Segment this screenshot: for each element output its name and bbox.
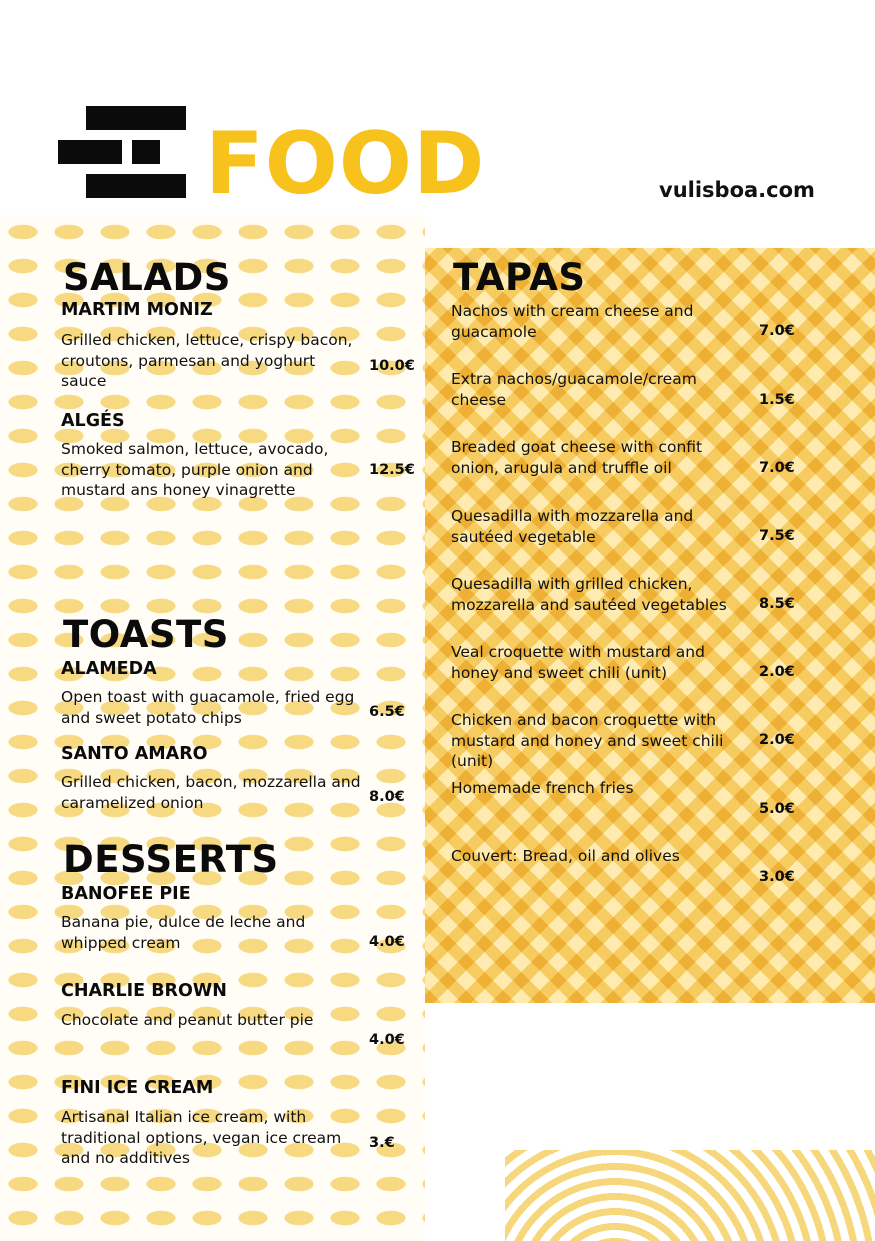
- menu-item-description: Banana pie, dulce de leche and whipped cream: [61, 913, 306, 952]
- menu-item-price: 7.0€: [759, 323, 795, 339]
- menu-item-price: 8.5€: [759, 596, 795, 612]
- menu-item-name: ALGÉS: [61, 411, 125, 431]
- menu-item-price: 4.0€: [369, 1032, 405, 1048]
- menu-item-description: Chocolate and peanut butter pie: [61, 1011, 314, 1029]
- wave-pattern-decoration: [505, 1150, 875, 1241]
- menu-item-description: Artisanal Italian ice cream, with traditional options, vegan ice cream and no additives: [61, 1108, 342, 1167]
- menu-item-description: Homemade french fries: [451, 779, 634, 797]
- section-title-toasts: TOASTS: [63, 613, 229, 656]
- menu-item-description: Breaded goat cheese with confit onion, arugula and truffle oil: [451, 438, 703, 477]
- menu-item-name: BANOFEE PIE: [61, 884, 191, 904]
- section-title-salads: SALADS: [63, 256, 231, 299]
- menu-item-description: Nachos with cream cheese and guacamole: [451, 302, 694, 341]
- menu-item-description: Grilled chicken, bacon, mozzarella and caramelized onion: [61, 773, 361, 812]
- menu-item-description: Chicken and bacon croquette with mustard and honey and sweet chili (unit): [451, 711, 724, 770]
- website-url: vulisboa.com: [659, 178, 815, 202]
- menu-item-price: 2.0€: [759, 664, 795, 680]
- menu-item-description: Extra nachos/guacamole/cream cheese: [451, 370, 697, 409]
- menu-item-price: 4.0€: [369, 934, 405, 950]
- menu-item-price: 7.0€: [759, 460, 795, 476]
- chevron-pattern-background: [425, 248, 875, 1003]
- section-title-desserts: DESSERTS: [63, 838, 279, 881]
- menu-item-description: Quesadilla with mozzarella and sautéed vegetable: [451, 507, 694, 546]
- menu-item-price: 6.5€: [369, 704, 405, 720]
- menu-item-price: 8.0€: [369, 789, 405, 805]
- menu-item-description: Veal croquette with mustard and honey and sweet chili (unit): [451, 643, 705, 682]
- menu-item-description: Grilled chicken, lettuce, crispy bacon, croutons, parmesan and yoghurt sauce: [61, 331, 353, 390]
- brick-wall-icon: [58, 106, 186, 198]
- menu-item-description: Quesadilla with grilled chicken, mozzarella and sautéed vegetables: [451, 575, 727, 614]
- menu-item-price: 1.5€: [759, 392, 795, 408]
- menu-item-name: FINI ICE CREAM: [61, 1078, 214, 1098]
- section-title-tapas: TAPAS: [453, 256, 586, 299]
- page-title: FOOD: [205, 114, 486, 214]
- menu-item-name: SANTO AMARO: [61, 744, 208, 764]
- menu-item-description: Open toast with guacamole, fried egg and sweet potato chips: [61, 688, 355, 727]
- menu-item-price: 5.0€: [759, 801, 795, 817]
- menu-item-name: MARTIM MONIZ: [61, 300, 213, 320]
- menu-item-price: 3.€: [369, 1135, 395, 1151]
- menu-item-price: 12.5€: [369, 462, 415, 478]
- menu-item-name: CHARLIE BROWN: [61, 981, 227, 1001]
- menu-item-description: Couvert: Bread, oil and olives: [451, 847, 680, 865]
- menu-item-description: Smoked salmon, lettuce, avocado, cherry tomato, purple onion and mustard ans honey vinagrette: [61, 440, 329, 499]
- menu-item-price: 3.0€: [759, 869, 795, 885]
- menu-item-price: 7.5€: [759, 528, 795, 544]
- menu-item-price: 2.0€: [759, 732, 795, 748]
- menu-item-price: 10.0€: [369, 358, 415, 374]
- menu-item-name: ALAMEDA: [61, 659, 157, 679]
